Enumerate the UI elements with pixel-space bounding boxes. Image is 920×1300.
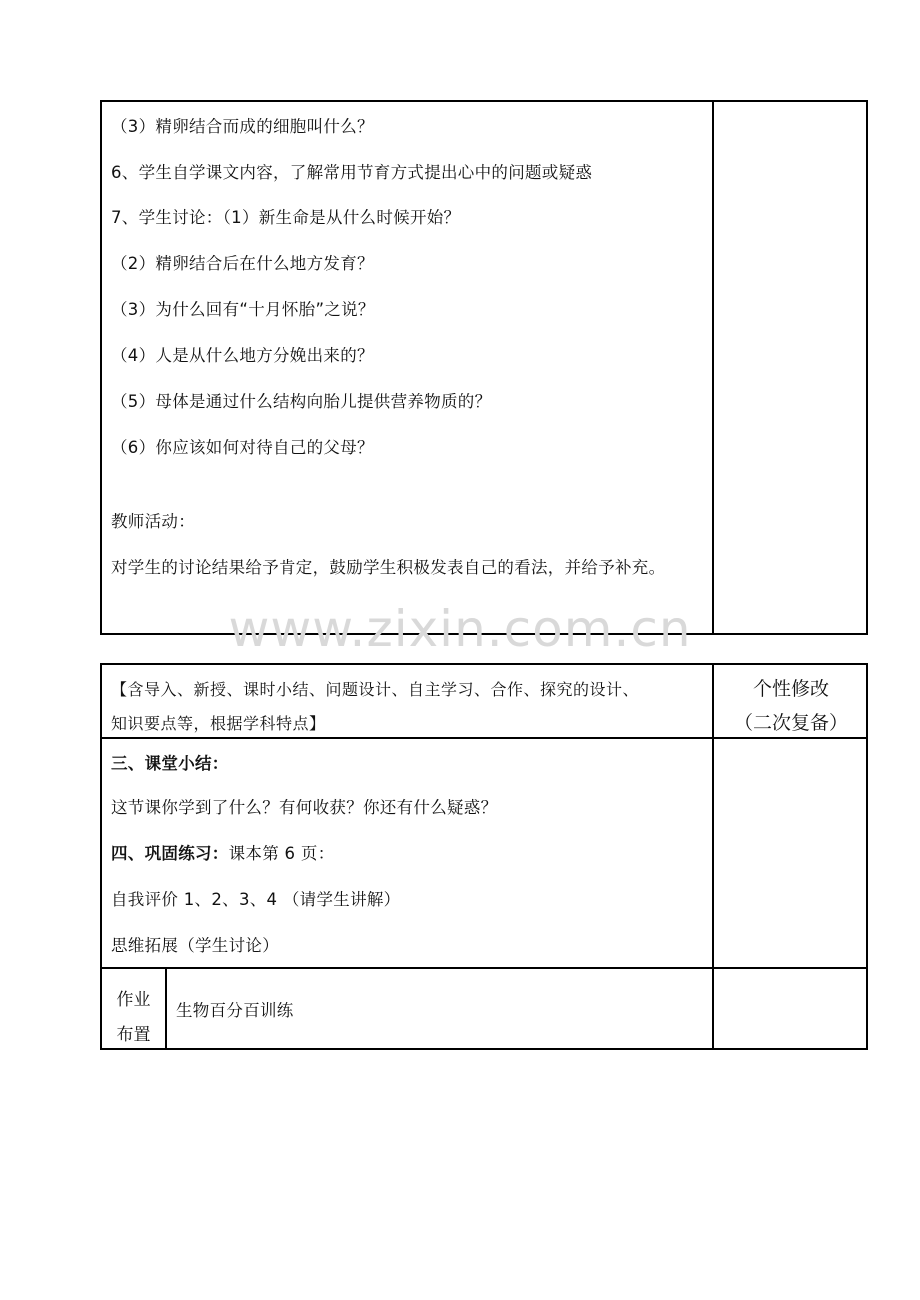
teacher-activity-label: 教师活动： (111, 512, 195, 531)
watermark: www.zixin.com.cn (228, 600, 692, 658)
homework-label-2: 布置 (116, 1025, 151, 1045)
self-study-line: 6、学生自学课文内容，了解常用节育方式提出心中的问题或疑惑 (111, 163, 593, 182)
question-line: （6）你应该如何对待自己的父母？ (111, 438, 374, 457)
header-note-line2: 知识要点等，根据学科特点】 (111, 714, 326, 733)
discussion-line: 7、学生讨论：（1）新生命是从什么时候开始？ (111, 208, 461, 227)
self-evaluation-line: 自我评价 1、2、3、4 （请学生讲解） (111, 890, 401, 909)
row-divider (102, 737, 866, 739)
side-title: 个性修改 (752, 678, 829, 700)
practice-title: 四、巩固练习： (111, 844, 229, 863)
homework-label-1: 作业 (116, 990, 151, 1010)
question-line: （5）母体是通过什么结构向胎儿提供营养物质的？ (111, 392, 492, 411)
practice-text: 课本第 6 页： (228, 844, 335, 863)
lesson-table-top (100, 100, 868, 635)
practice-line (111, 840, 335, 864)
summary-title: 三、课堂小结： (111, 754, 229, 773)
extension-line: 思维拓展（学生讨论） (111, 936, 279, 955)
column-divider (712, 102, 714, 633)
question-line: （3）精卵结合而成的细胞叫什么？ (111, 117, 374, 136)
question-line: （2）精卵结合后在什么地方发育？ (111, 254, 374, 273)
homework-text: 生物百分百训练 (176, 1001, 294, 1020)
lesson-table-bottom (100, 663, 868, 1050)
row-divider (102, 967, 866, 969)
question-line: （3）为什么回有“十月怀胎”之说？ (111, 300, 375, 319)
side-subtitle: （二次复备） (733, 712, 848, 734)
header-note-line1: 【含导入、新授、课时小结、问题设计、自主学习、合作、探究的设计、 (111, 680, 640, 699)
teacher-activity-text: 对学生的讨论结果给予肯定，鼓励学生积极发表自己的看法，并给予补充。 (111, 558, 666, 577)
homework-label-divider (165, 967, 167, 1048)
summary-text: 这节课你学到了什么？有何收获？你还有什么疑惑？ (111, 798, 498, 817)
question-line: （4）人是从什么地方分娩出来的？ (111, 346, 374, 365)
